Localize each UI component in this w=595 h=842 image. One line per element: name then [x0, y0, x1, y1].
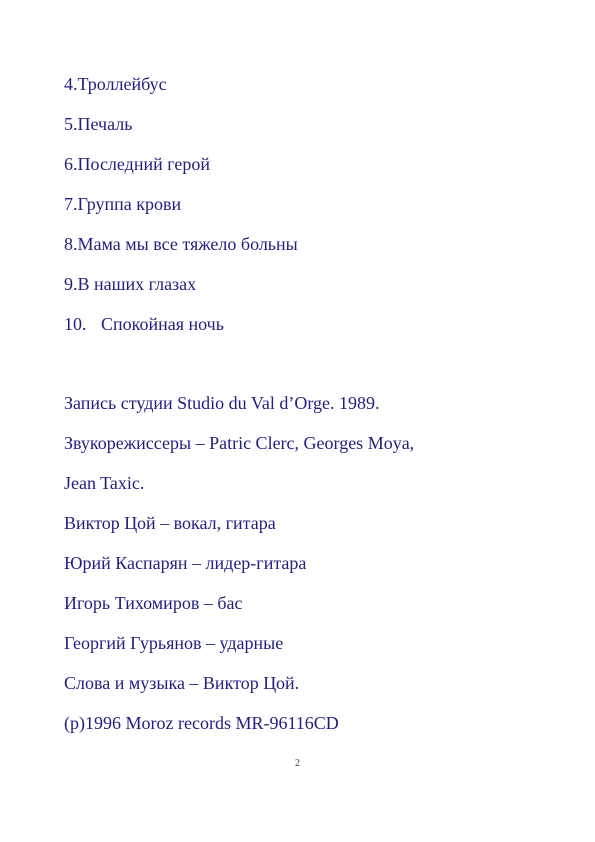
track-title: Мама мы все тяжело больны — [77, 234, 298, 254]
credit-lyrics-music: Слова и музыка – Виктор Цой. — [64, 673, 300, 693]
track-title: Группа крови — [77, 194, 182, 214]
track-title: В наших глазах — [77, 274, 197, 294]
track-title: Последний герой — [77, 154, 210, 174]
track-item-7 — [64, 194, 181, 214]
track-item-4 — [64, 74, 167, 94]
credit-recording-studio: Запись студии Studio du Val d’Orge. 1989. — [64, 393, 380, 413]
track-item-5 — [64, 114, 132, 134]
track-number: 7. — [64, 194, 78, 214]
credit-vocals-guitar: Виктор Цой – вокал, гитара — [64, 513, 276, 533]
track-number: 8. — [64, 234, 78, 254]
credit-publisher: (p)1996 Moroz records MR-96116CD — [64, 713, 339, 733]
track-item-9 — [64, 274, 196, 294]
track-number: 10. — [64, 314, 87, 334]
track-item-6 — [64, 154, 210, 174]
credit-sound-engineers-cont: Jean Taxic. — [64, 473, 145, 493]
page-number: 2 — [295, 758, 300, 769]
track-number: 4. — [64, 74, 78, 94]
track-number: 5. — [64, 114, 78, 134]
credit-drums: Георгий Гурьянов – ударные — [64, 633, 284, 653]
track-title: Троллейбус — [77, 74, 167, 94]
track-number: 6. — [64, 154, 78, 174]
track-number: 9. — [64, 274, 78, 294]
track-title: Печаль — [77, 114, 133, 134]
credit-sound-engineers: Звукорежиссеры – Patric Clerc, Georges Moya, — [64, 433, 415, 453]
credit-bass: Игорь Тихомиров – бас — [64, 593, 243, 613]
track-item-8 — [64, 234, 298, 254]
track-item-10 — [64, 314, 224, 334]
track-title: Спокойная ночь — [101, 314, 224, 334]
credit-lead-guitar: Юрий Каспарян – лидер-гитара — [64, 553, 307, 573]
